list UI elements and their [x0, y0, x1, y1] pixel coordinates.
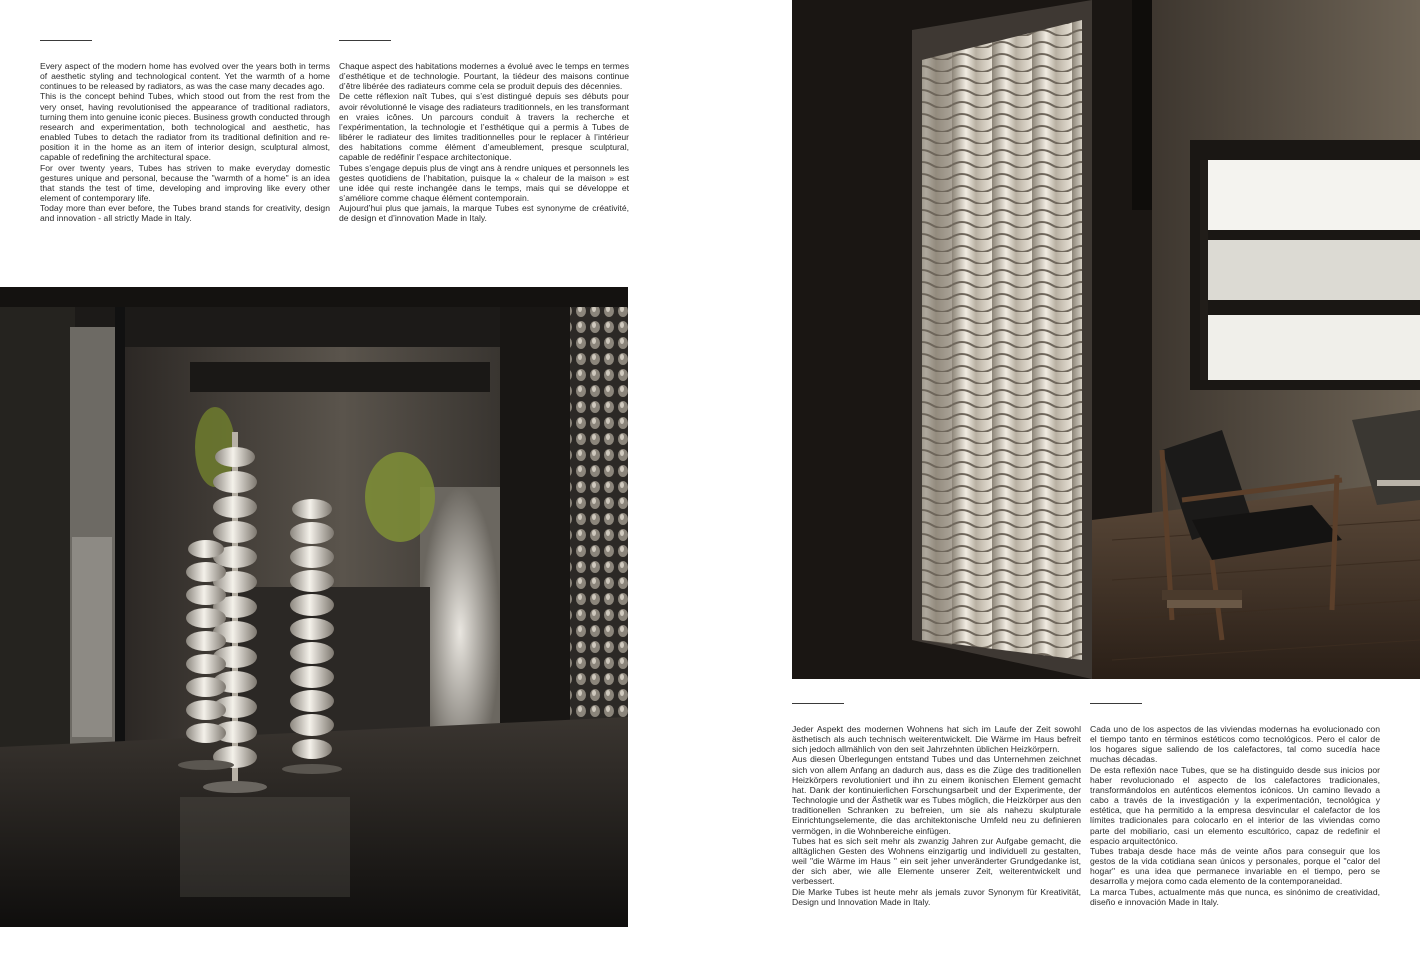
paragraph: Tubes s’engage depuis plus de vingt ans à rendre uniques et personnels les gestes quotidiens de l’habitation, puisque la « chaleur de la maison » est une idée qui reste inchangée dans le temps, mais qui se développe et s’améliore comme chaque élément contemporain. [339, 162, 629, 204]
text-column-spanish [1090, 724, 1380, 907]
paragraph: Die Marke Tubes ist heute mehr als jemals zuvor Synonym für Kreativität, Design und Innovation Made in Italy. [792, 886, 1081, 907]
interior-photo [792, 0, 1420, 679]
paragraph: Every aspect of the modern home has evolved over the years both in terms of aesthetic styling and technological content. Yet the warmth of a home continues to be released by radiators, as was the case many decades ago. [40, 61, 330, 92]
text-column-french [339, 61, 629, 224]
text-column-english [40, 61, 330, 224]
interior-illustration [792, 0, 1420, 679]
column-rule-french [339, 40, 391, 41]
column-rule-english [40, 40, 92, 41]
paragraph: Chaque aspect des habitations modernes a évolué avec le temps en termes d’esthétique et de technologie. Pourtant, la tiédeur des maisons continue d’être libérée des radiateurs comme cela se produit depuis des décennies. [339, 61, 629, 92]
paragraph: Aus diesen Überlegungen entstand Tubes und das Unternehmen zeichnet sich von allem Anfang an dadurch aus, dass es die Züge des traditionellen Heizkörpers revolutioniert und ihn zu einem ikonischen Element gemacht hat. Dank der kontinuierlichen Forschungsarbeit und der Experimente, der Technologie und der Ästhetik war es Tubes möglich, die Heizkörper aus den traditionellen Schranken zu befreien, um sie als nahezu skulpturale Einrichtungselemente, die das architektonische Umfeld neu zu definieren vermögen, in die Wohnbereiche einfügen. [792, 754, 1082, 836]
paragraph: For over twenty years, Tubes has striven to make everyday domestic gestures unique and personal, because the "warmth of a home" is an idea that stands the test of time, developing and improving like every other element of contemporary life. [40, 162, 330, 204]
column-rule-spanish [1090, 703, 1142, 704]
showroom-illustration [0, 287, 628, 927]
paragraph: Tubes trabaja desde hace más de veinte años para conseguir que los gestos de la vida cotidiana sean únicos y personales, porque el "calor del hogar" es una idea que permanece invariable en el tiempo, pero se desarrolla y mejora como cada elemento de la contemporaneidad. [1090, 845, 1380, 887]
showroom-photo [0, 287, 628, 927]
text-column-german [792, 724, 1081, 907]
paragraph: This is the concept behind Tubes, which stood out from the rest from the very onset, having revolutionised the appearance of traditional radiators, turning them into genuine iconic pieces. Business growth conducted through research and experimentation, both technological and aesthetic, has enabled Tubes to detach the radiator from its traditional definition and re-position it in the home as an item of interior design, sculptural almost, capable of redefining the architectural space. [40, 91, 330, 163]
paragraph: Jeder Aspekt des modernen Wohnens hat sich im Laufe der Zeit sowohl ästhetisch als auch technisch weiterentwickelt. Die Wärme im Haus befreit sich jedoch allmählich von den seit Jahrzehnten üblichen Heizkörpern. [792, 724, 1081, 755]
paragraph: La marca Tubes, actualmente más que nunca, es sinónimo de creatividad, diseño e innovación Made in Italy. [1090, 886, 1380, 907]
column-rule-german [792, 703, 844, 704]
paragraph: De esta reflexión nace Tubes, que se ha distinguido desde sus inicios por haber revolucionado el aspecto de los calefactores tradicionales, transformándolos en auténticos elementos icónicos. Un camino llevado a cabo a través de la investigación y la experimentación, tecnológica y estética, que ha permitido a la empresa desvincular el calefactor de los límites tradicionales para colocarlo en el interior de las viviendas como parte del mobiliario, casi un elemento escultórico, capaz de redefinir el espacio arquitectónico. [1090, 764, 1380, 846]
paragraph: Aujourd’hui plus que jamais, la marque Tubes est synonyme de créativité, de design et d’innovation Made in Italy. [339, 203, 629, 224]
paragraph: Today more than ever before, the Tubes brand stands for creativity, design and innovation - all strictly Made in Italy. [40, 203, 330, 224]
paragraph: Cada uno de los aspectos de las viviendas modernas ha evolucionado con el tiempo tanto en términos estéticos como tecnológicos. Pero el calor de los hogares sigue saliendo de los calefactores, tal como sucedía hace muchas décadas. [1090, 724, 1380, 765]
wall-radiator [912, 0, 1092, 679]
paragraph: Tubes hat es sich seit mehr als zwanzig Jahren zur Aufgabe gemacht, die alltäglichen Gesten des Wohnens einzigartig und individuell zu gestalten, weil "die Wärme im Haus " ein seit jeher unveränderter Grundgedanke ist, der sich aber, wie alle Elemente unserer Zeit, weiterentwickelt und verbessert. [792, 835, 1081, 887]
paragraph: De cette réflexion naît Tubes, qui s’est distingué depuis ses débuts pour avoir révolutionné le visage des radiateurs traditionnels, en les transformant en vraies icônes. Un parcours conduit à travers la recherche et l’expérimentation, la technologie et l’esthétique qui a permis à Tubes de libérer le radiateur des limites traditionnelles pour le replacer à l’intérieur des habitations comme élément d’ameublement, presque sculptural, capable de redéfinir l’espace architectonique. [339, 91, 629, 163]
